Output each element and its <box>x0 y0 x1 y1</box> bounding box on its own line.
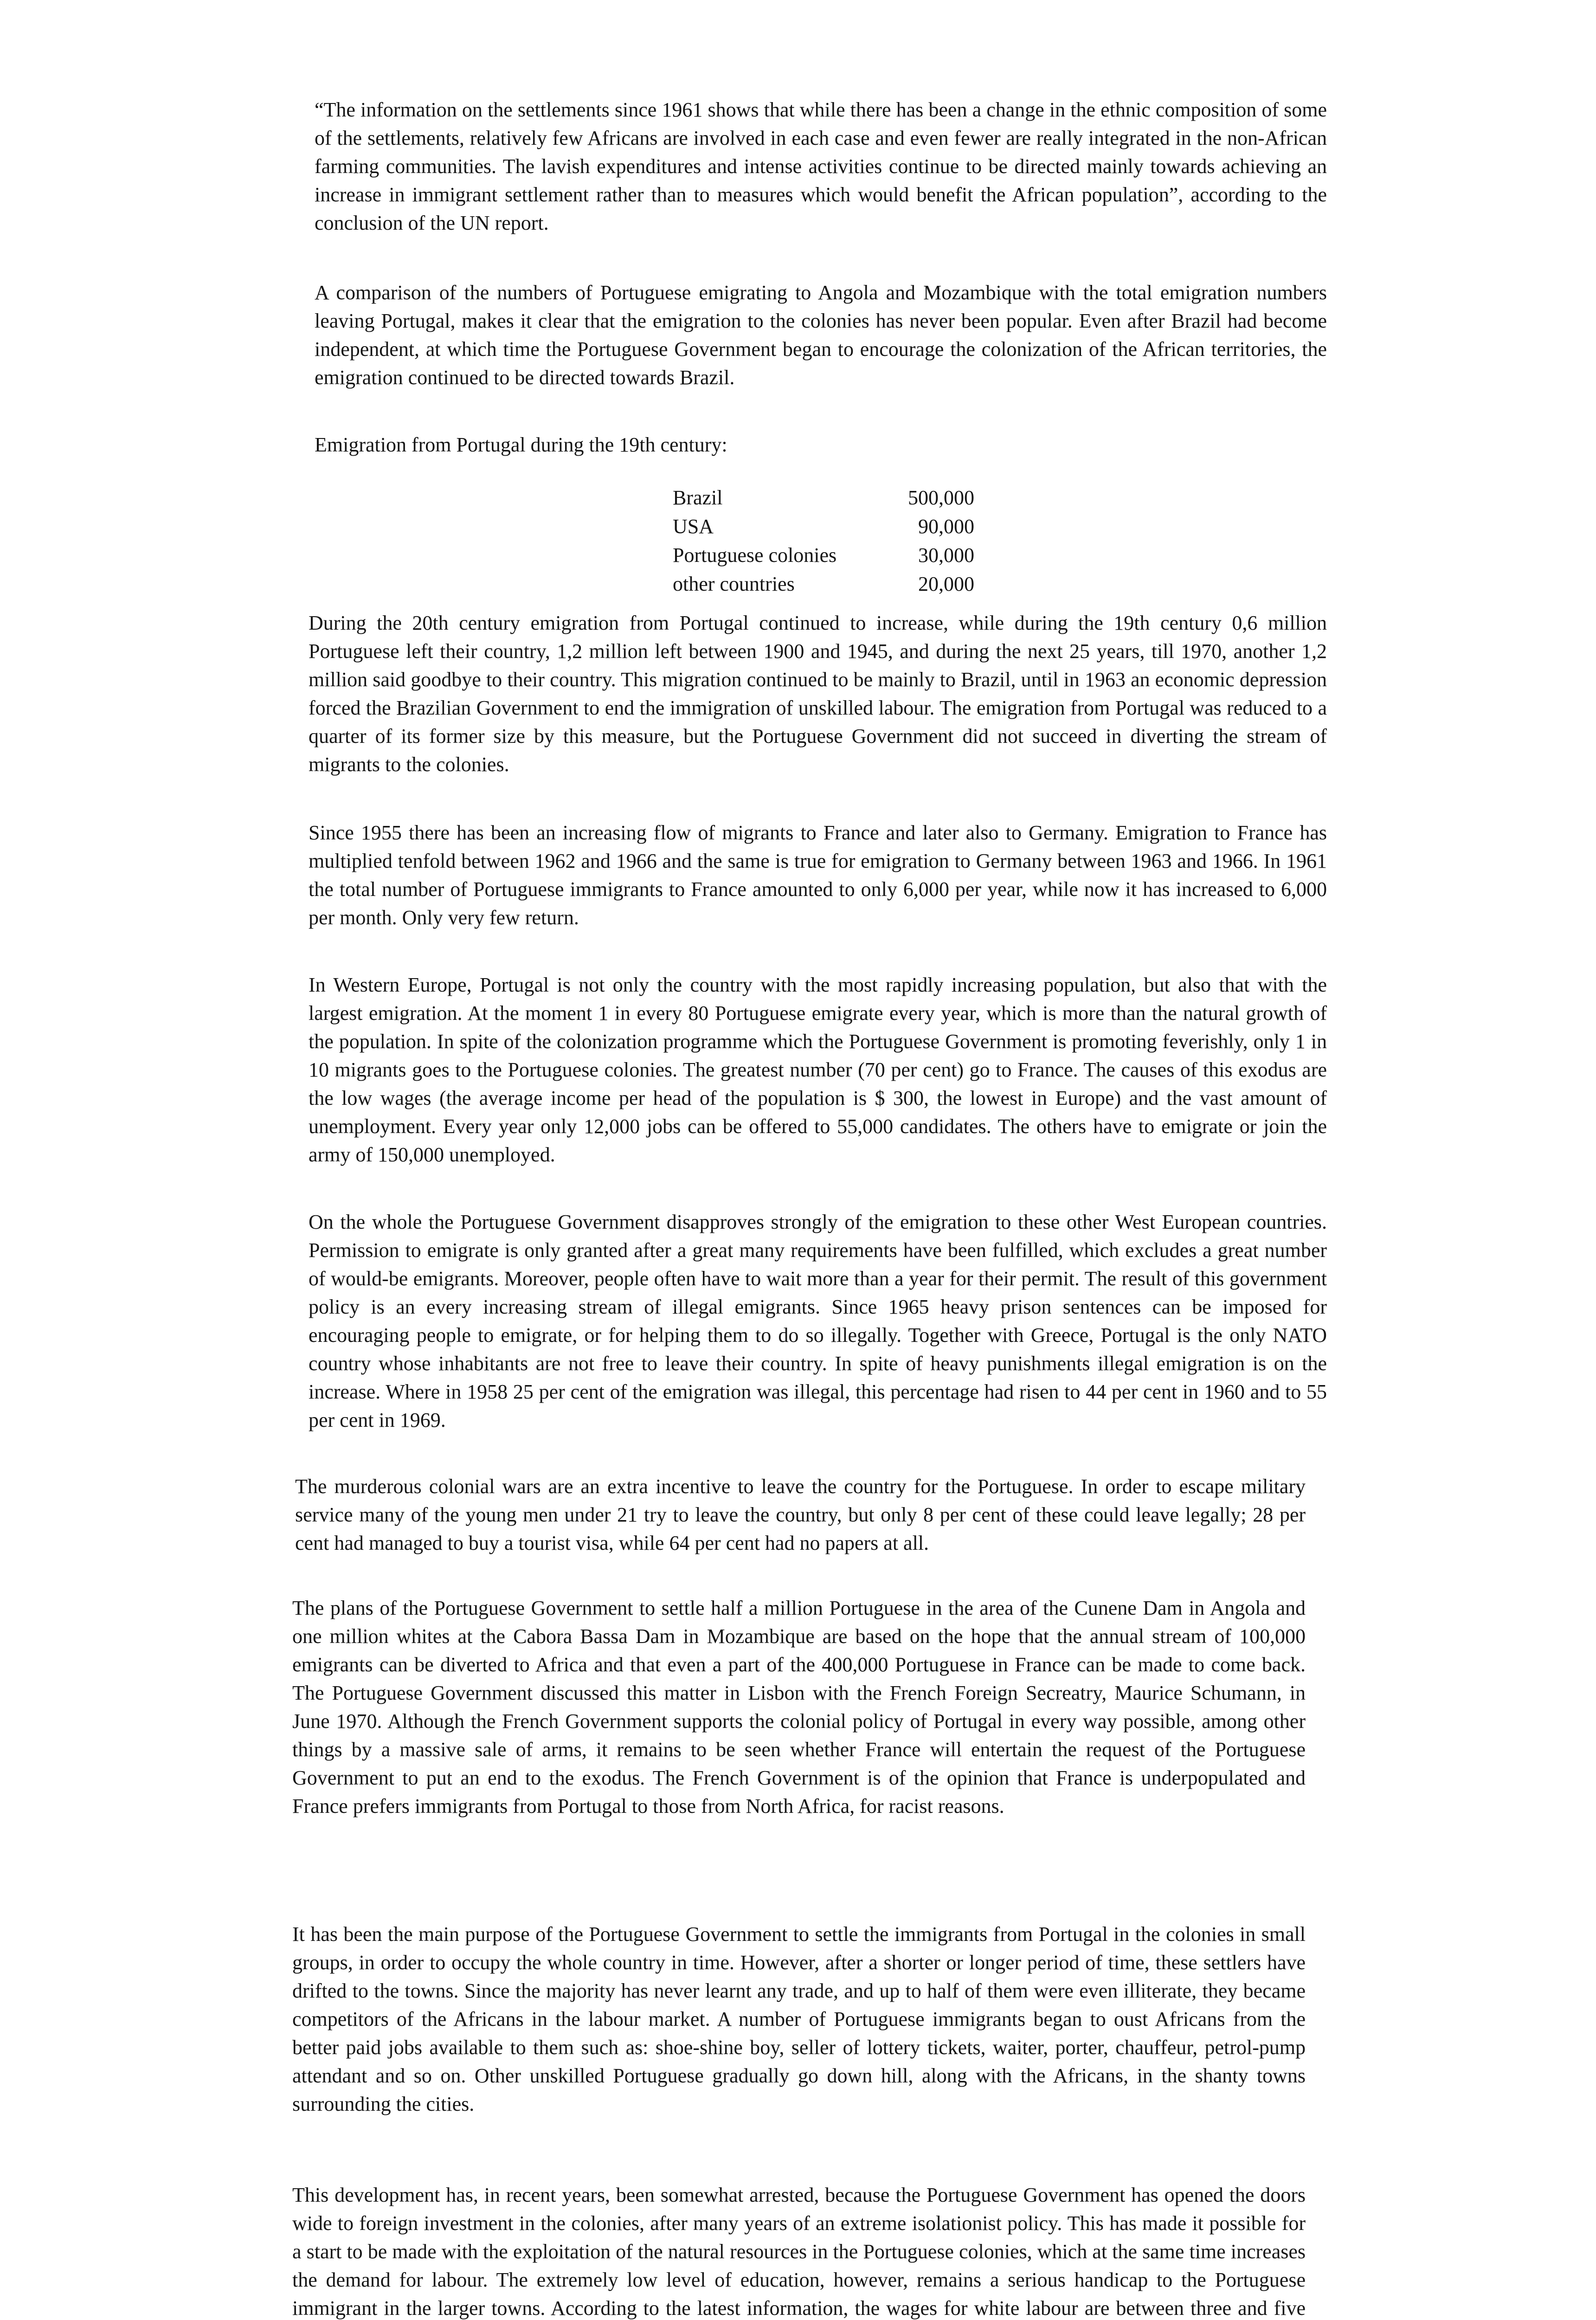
destination-cell: Brazil <box>673 486 723 509</box>
count-cell: 30,000 <box>918 544 974 567</box>
paragraph-19th-century-heading: Emigration from Portugal during the 19th century: <box>315 433 727 456</box>
table-row <box>673 512 974 541</box>
destination-cell: Portuguese colonies <box>673 544 837 567</box>
table-row <box>673 570 974 599</box>
count-cell: 500,000 <box>908 486 974 509</box>
paragraph-western-europe: In Western Europe, Portugal is not only the country with the most rapidly increasing population, but also that with the largest emigration. At the moment 1 in every 80 Portuguese emigrate every year, which is more than the natural growth of the population. In spite of the colonization programme which the Portuguese Government is promoting feverishly, only 1 in 10 migrants goes to the Portuguese colonies. The greatest number (70 per cent) go to France. The causes of this exodus are the low wages (the average income per head of the population is $ 300, the lowest in Europe) and the vast amount of unemployment. Every year only 12,000 jobs can be offered to 55,000 candidates. The others have to emigrate or join the army of 150,000 unemployed. <box>309 973 1327 1166</box>
emigration-table <box>673 483 974 599</box>
destination-cell: USA <box>673 515 714 538</box>
count-cell: 20,000 <box>918 573 974 595</box>
paragraph-settlement-plans: The plans of the Portuguese Government to settle half a million Portuguese in the area of the Cunene Dam in Angola and one million whites at the Cabora Bassa Dam in Mozambique are based on the hope that the annual stream of 100,000 emigrants can be diverted to Africa and that even a part of the 400,000 Portuguese in France can be made to come back. The Portuguese Government discussed this matter in Lisbon with the French Foreign Secreatry, Maurice Schumann, in June 1970. Although the French Government supports the colonial policy of Portugal in every way possible, among other things by a massive sale of arms, it remains to be seen whether France will entertain the request of the Portuguese Government to put an end to the exodus. The French Government is of the opinion that France is underpopulated and France prefers immigrants from Portugal to those from North Africa, for racist reasons. <box>292 1597 1306 1817</box>
paragraph-france-germany-flow: Since 1955 there has been an increasing flow of migrants to France and later also to Germany. Emigration to France has multiplied tenfold between 1962 and 1966 and the same is true for emigration to Germany between 1963 and 1966. In 1961 the total number of Portuguese immigrants to France amounted to only 6,000 per year, while now it has increased to 6,000 per month. Only very few return. <box>309 821 1327 929</box>
paragraph-20th-century-emigration: During the 20th century emigration from Portugal continued to increase, while during the 19th century 0,6 million Portuguese left their country, 1,2 million left between 1900 and 1945, and during the next 25 years, till 1970, another 1,2 million said goodbye to their country. This migration continued to be mainly to Brazil, until in 1963 an economic depression forced the Brazilian Government to end the immigration of unskilled labour. The emigration from Portugal was reduced to a quarter of its former size by this measure, but the Portuguese Government did not succeed in diverting the stream of migrants to the colonies. <box>309 612 1327 776</box>
paragraph-settlers-drift: It has been the main purpose of the Portuguese Government to settle the immigrants from Portugal in the colonies in small groups, in order to occupy the whole country in time. However, after a shorter or longer period of time, these settlers have drifted to the towns. Since the majority has never learnt any trade, and up to half of them were even illiterate, they became competitors of the Africans in the labour market. A number of Portuguese immigrants began to oust Africans from the better paid jobs available to them such as: shoe-shine boy, seller of lottery tickets, waiter, porter, chauffeur, petrol-pump attendant and so on. Other unskilled Portuguese gradually go down hill, along with the Africans, in the shanty towns surrounding the cities. <box>292 1923 1306 2115</box>
paragraph-government-disapproval: On the whole the Portuguese Government disapproves strongly of the emigration to these other West European countries. Permission to emigrate is only granted after a great many requirements have been fulfilled, which excludes a great number of would-be emigrants. Moreover, people often have to wait more than a year for their permit. The result of this government policy is an every increasing stream of illegal emigrants. Since 1965 heavy prison sentences can be imposed for encouraging people to emigrate, or for helping them to do so illegally. Together with Greece, Portugal is the only NATO country whose inhabitants are not free to leave their country. In spite of heavy punishments illegal emigration is on the increase. Where in 1958 25 per cent of the emigration was illegal, this percentage had risen to 44 per cent in 1960 and to 55 per cent in 1969. <box>309 1211 1327 1431</box>
paragraph-un-report-quote: “The information on the settlements since 1961 shows that while there has been a change in the ethnic composition of some of the settlements, relatively few Africans are involved in each case and even fewer are really integrated in the non-African farming communities. The lavish expenditures and intense activities continue to be directed mainly towards achieving an increase in immigrant settlement rather than to measures which would benefit the African population”, according to the conclusion of the UN report. <box>315 98 1327 234</box>
table-row <box>673 483 974 512</box>
destination-cell: other countries <box>673 573 795 595</box>
paragraph-colonial-wars: The murderous colonial wars are an extra incentive to leave the country for the Portuguese. In order to escape military service many of the young men under 21 try to leave the country, but only 8 per cent of these could leave legally; 28 per cent had managed to buy a tourist visa, while 64 per cent had no papers at all. <box>295 1475 1306 1554</box>
count-cell: 90,000 <box>918 515 974 538</box>
paragraph-foreign-investment: This development has, in recent years, been somewhat arrested, because the Portuguese Government has opened the doors wide to foreign investment in the colonies, after many years of an extreme isolationist policy. This has made it possible for a start to be made with the exploitation of the natural resources in the Portuguese colonies, which at the same time increases the demand for labour. The extremely low level of education, however, remains a serious handicap to the Portuguese immigrant in the larger towns. According to the latest information, the wages for white labour are between three and five <box>292 2184 1306 2320</box>
table-row <box>673 541 974 570</box>
paragraph-emigration-comparison: A comparison of the numbers of Portuguese emigrating to Angola and Mozambique with the total emigration numbers leaving Portugal, makes it clear that the emigration to the colonies has never been popular. Even after Brazil had become independent, at which time the Portuguese Government began to encourage the colonization of the African territories, the emigration continued to be directed towards Brazil. <box>315 281 1327 389</box>
